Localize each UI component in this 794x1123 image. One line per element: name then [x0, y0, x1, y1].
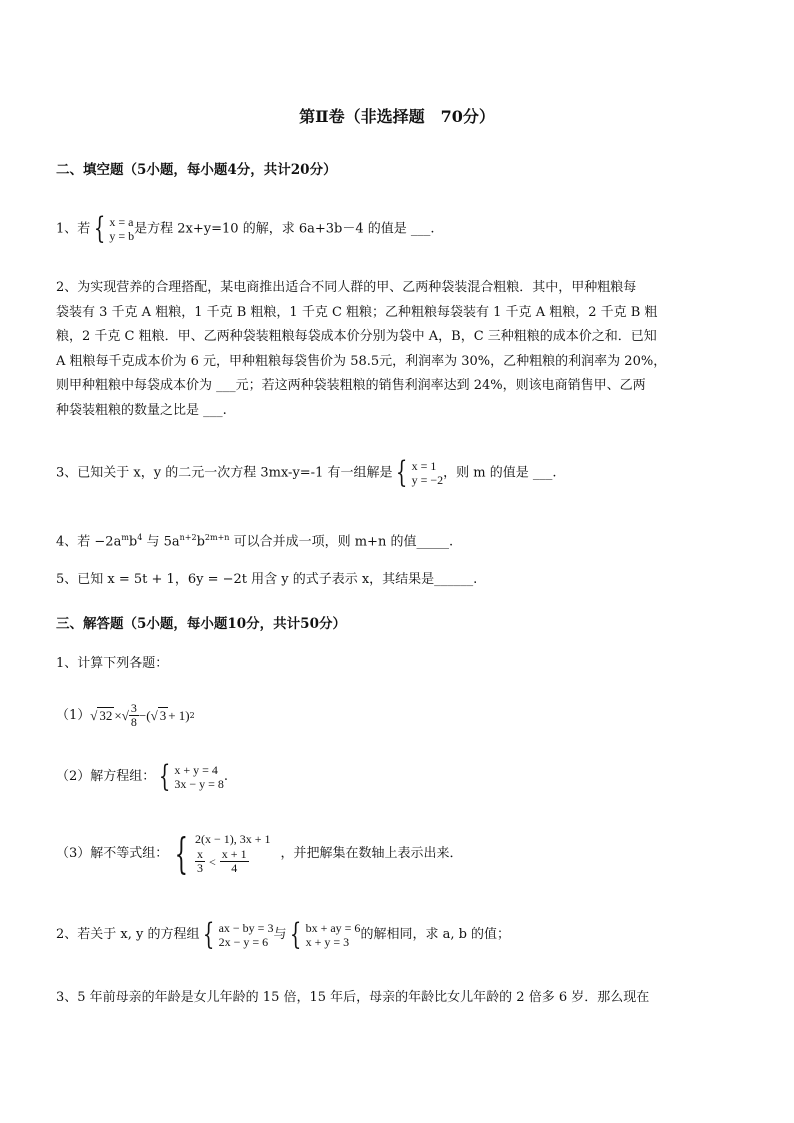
s3-q2-sys2-line-1: bx + ay = 6: [305, 921, 361, 935]
frac-x1-denominator: 4: [231, 861, 238, 875]
inequality-system: [168, 828, 271, 878]
q4-prefix: 4、若 −2a: [56, 534, 122, 550]
s3-q2-prefix: 2、若关于 x, y 的方程组: [56, 927, 200, 942]
part-2-sys-line-1: x + y = 4: [174, 763, 218, 777]
sqrt-icon: √: [150, 707, 158, 723]
part-3-suffix: ，并把解集在数轴上表示出来．: [280, 845, 463, 861]
page-title: 第Ⅱ卷（非选择题 70分）: [299, 107, 495, 126]
q2-line-6: 种袋装粗粮的数量之比是 ___.: [56, 402, 227, 418]
q4-mid-3: b: [196, 534, 205, 550]
fraction-3-8: [129, 702, 139, 729]
left-brace-icon: {: [174, 828, 189, 878]
q1-equation-system: [90, 211, 135, 246]
q3-solution-system: [392, 455, 444, 490]
s3-q1-part-1: [56, 702, 195, 729]
inequality-line-1: 2(x − 1), 3x + 1: [195, 832, 271, 846]
q1-sys-line-1: x = a: [109, 215, 134, 229]
expr-tail-2: + 1): [168, 707, 190, 723]
s3-q2-sys1-line-2: 2x − y = 6: [218, 935, 269, 949]
frac-numerator: 3: [130, 701, 137, 715]
frac-x1-numerator: x + 1: [221, 847, 247, 861]
question-2: [56, 276, 666, 423]
q2-line-2: 袋装有 3 千克 A 粗粮，1 千克 B 粗粮，1 千克 C 粗粮；乙种粗粮每袋装有 1 千克 A 粗粮，2 千克 B 粗: [56, 304, 658, 320]
section-heading-fill-in: 二、填空题（5小题，每小题4分，共计20分）: [56, 162, 337, 178]
frac-x-numerator: x: [197, 847, 204, 861]
part-1-label: （1）: [56, 707, 91, 723]
s3-q2-system-1: [199, 917, 274, 952]
sqrt-icon: √: [90, 707, 98, 723]
q2-line-1: 2、为实现营养的合理搭配，某电商推出适合不同人群的甲、乙两种袋装混合粗粮．其中，甲种粗粮每: [56, 280, 637, 295]
q3-prefix: 3、已知关于 x，y 的二元一次方程 3mx-y=-1 有一组解是: [56, 465, 393, 481]
q4-exp-2: 4: [137, 533, 143, 542]
question-1: [56, 211, 435, 246]
times-sign: ×: [114, 707, 122, 723]
left-brace-icon: {: [94, 211, 106, 246]
q2-line-3: 粮，2 千克 C 粗粮．甲、乙两种袋装粗粮每袋成本价分别为袋中 A，B，C 三种粗粮的成本价之和．已知: [56, 329, 657, 344]
q1-text: 是方程 2x+y=10 的解，求 6a+3b－4 的值是 ___.: [134, 221, 435, 237]
s3-q2-sys2-line-2: x + y = 3: [305, 935, 350, 949]
question-4: [56, 530, 453, 550]
sqrt-icon: √: [121, 707, 129, 723]
sqrt-32: 32: [99, 708, 113, 723]
q1-prefix: 1、若: [56, 221, 91, 237]
q3-suffix: ，则 m 的值是 ___.: [443, 465, 557, 481]
q3-sys-line-1: x = 1: [411, 459, 437, 473]
q1-sys-line-2: y = b: [109, 229, 135, 243]
q4-mid-2: 与 5a: [142, 534, 180, 550]
left-brace-icon: {: [159, 759, 171, 794]
question-3: [56, 455, 557, 490]
part-2-sys-line-2: 3x − y = 8: [174, 777, 224, 791]
q4-suffix: 可以合并成一项，则 m+n 的值_____.: [229, 534, 454, 550]
question-5: 5、已知 x = 5t + 1，6y = −2t 用含 y 的式子表示 x，其结果是______.: [56, 572, 478, 587]
q3-sys-line-2: y = −2: [411, 473, 444, 487]
less-than-sign: <: [209, 854, 216, 869]
frac-x-denominator: 3: [197, 861, 204, 875]
q4-exp-4: 2m+n: [204, 533, 230, 542]
q4-exp-3: n+2: [179, 533, 197, 542]
frac-denominator: 8: [130, 715, 137, 729]
part-2-suffix: .: [223, 769, 229, 784]
q2-line-5: 则甲种粗粮中每袋成本价为 ___元；若这两种袋装粗粮的销售利润率达到 24%，则该电商销售甲、乙两: [56, 378, 646, 393]
part-2-equation-system: [155, 759, 224, 794]
s3-question-3: 3、5 年前母亲的年龄是女儿年龄的 15 倍，15 年后，母亲的年龄比女儿年龄的 2 倍多 6 岁．那么现在: [56, 990, 650, 1005]
part-3-label: （3）解不等式组：: [56, 845, 169, 861]
q2-line-4: A 粗粮每千克成本价为 6 元，甲种粗粮每袋售价为 58.5元，利润率为 30%，乙种粗粮的利润率为 20%，: [56, 353, 667, 369]
s3-q1-part-3: [56, 828, 463, 878]
part-2-label: （2）解方程组：: [56, 769, 156, 784]
left-brace-icon: {: [396, 455, 408, 490]
q4-exp-1: m: [121, 533, 129, 542]
section-heading-answer: 三、解答题（5小题，每小题10分，共计50分）: [56, 616, 346, 632]
s3-q2-sys1-line-1: ax − by = 3: [218, 921, 274, 935]
exponent: 2: [189, 710, 195, 720]
s3-q1-part-2: [56, 759, 229, 794]
left-brace-icon: {: [290, 917, 302, 952]
s3-q2-suffix: 的解相同，求 a, b 的值；: [360, 927, 511, 942]
s3-q2-mid: 与: [273, 927, 287, 942]
left-brace-icon: {: [203, 917, 215, 952]
s3-q2-system-2: [286, 917, 361, 952]
sqrt-3: 3: [159, 708, 167, 723]
q4-mid-1: b: [128, 534, 138, 550]
s3-question-2: [56, 917, 511, 952]
s3-question-1-intro: 1、计算下列各题：: [56, 656, 169, 671]
expr-tail-1: −(: [138, 707, 151, 723]
